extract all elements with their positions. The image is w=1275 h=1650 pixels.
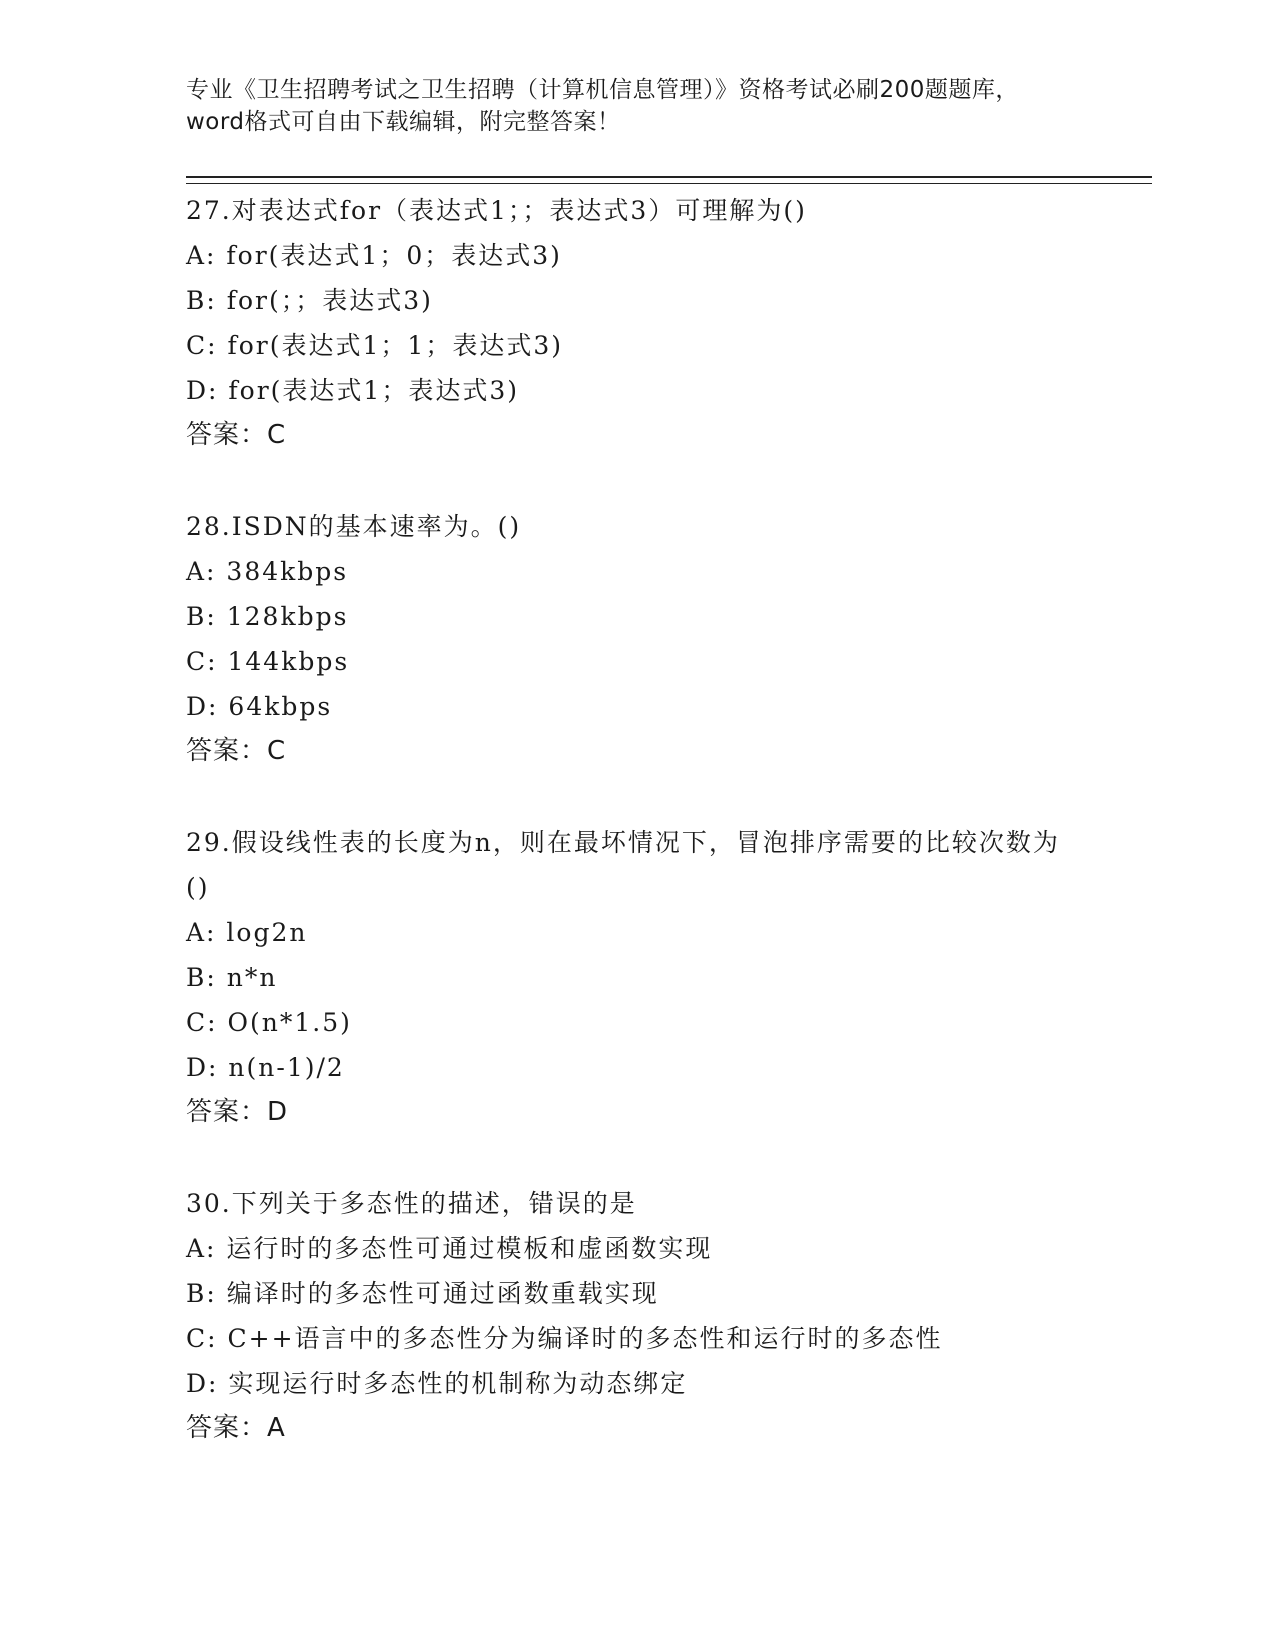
option-b: B: for(；；表达式3): [186, 286, 433, 315]
question-28: [186, 504, 1166, 774]
answer-label: 答案：D: [186, 1097, 289, 1127]
answer-label: 答案：C: [186, 420, 287, 450]
header-line-2: word格式可自由下载编辑，附完整答案！: [186, 109, 621, 135]
option-d: D: for(表达式1；表达式3): [186, 376, 519, 405]
option-d: D: 实现运行时多态性的机制称为动态绑定: [186, 1369, 688, 1398]
question-list: [186, 188, 1166, 1497]
option-a: A: 384kbps: [186, 557, 349, 586]
question-stem: 30.下列关于多态性的描述，错误的是: [186, 1189, 637, 1218]
option-a: A: log2n: [186, 918, 308, 947]
option-d: D: n(n-1)/2: [186, 1053, 345, 1082]
question-29: [186, 820, 1166, 1135]
question-27: [186, 188, 1166, 458]
option-b: B: 编译时的多态性可通过函数重载实现: [186, 1279, 659, 1308]
option-c: C: C++语言中的多态性分为编译时的多态性和运行时的多态性: [186, 1324, 943, 1353]
document-header: [186, 74, 1086, 138]
question-30: [186, 1181, 1166, 1451]
option-c: C: for(表达式1；1；表达式3): [186, 331, 563, 360]
question-stem: 28.ISDN的基本速率为。(): [186, 512, 522, 541]
option-d: D: 64kbps: [186, 692, 333, 721]
header-line-1: 专业《卫生招聘考试之卫生招聘（计算机信息管理）》资格考试必刷200题题库，: [186, 77, 1019, 103]
question-stem: 29.假设线性表的长度为n，则在最坏情况下，冒泡排序需要的比较次数为(): [186, 828, 1060, 902]
option-c: C: O(n*1.5): [186, 1008, 352, 1037]
option-c: C: 144kbps: [186, 647, 350, 676]
answer-label: 答案：C: [186, 736, 287, 766]
option-a: A: 运行时的多态性可通过模板和虚函数实现: [186, 1234, 713, 1263]
option-a: A: for(表达式1；0；表达式3): [186, 241, 562, 270]
option-b: B: 128kbps: [186, 602, 349, 631]
answer-label: 答案：A: [186, 1413, 286, 1443]
question-stem: 27.对表达式for（表达式1；；表达式3）可理解为(): [186, 196, 807, 225]
header-divider: [186, 176, 1152, 184]
option-b: B: n*n: [186, 963, 278, 992]
